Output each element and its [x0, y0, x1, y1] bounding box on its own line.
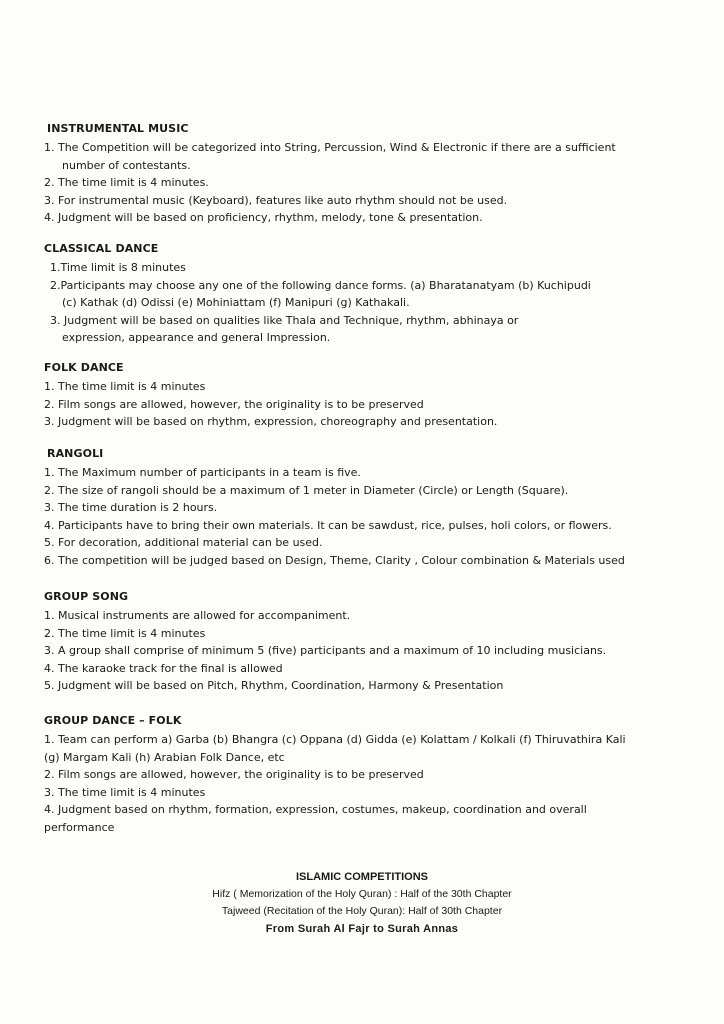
list-item: 5. For decoration, additional material can be used.	[44, 536, 323, 550]
list-item: 1.Time limit is 8 minutes	[50, 261, 186, 274]
section-heading: CLASSICAL DANCE	[44, 242, 159, 255]
list-item: 6. The competition will be judged based on Design, Theme, Clarity , Colour combination & Materials used	[44, 553, 625, 567]
list-item: 2. The time limit is 4 minutes	[44, 626, 206, 640]
list-item: 2.Participants may choose any one of the following dance forms. (a) Bharatanatyam (b) Kuchipudi (c) Kathak (d) Odissi (e) Mohiniattam (f) Manipuri (g) Kathakali.	[50, 278, 591, 310]
list-item: 3. A group shall comprise of minimum 5 (five) participants and a maximum of 10 including musicians.	[44, 644, 607, 658]
section-group-song	[44, 590, 664, 695]
section-classical-dance	[44, 242, 664, 347]
islamic-competitions-block	[0, 870, 724, 938]
list-item: 2. Film songs are allowed, however, the originality is to be preserved	[44, 397, 424, 411]
section-heading: FOLK DANCE	[44, 361, 124, 374]
list-item: 1. The time limit is 4 minutes	[44, 380, 206, 393]
section-heading: RANGOLI	[47, 447, 104, 460]
list-item: 1. Musical instruments are allowed for accompaniment.	[44, 609, 351, 622]
footer-line-hifz: Hifz ( Memorization of the Holy Quran) : Half of the 30th Chapter	[212, 888, 512, 900]
section-folk-dance	[44, 361, 664, 431]
section-group-dance-folk	[44, 714, 664, 837]
section-rangoli	[44, 447, 664, 570]
list-item: 2. Film songs are allowed, however, the originality is to be preserved	[44, 768, 424, 782]
list-item: 1. Team can perform a) Garba (b) Bhangra (c) Oppana (d) Gidda (e) Kolattam / Kolkali (f) Thiruvathira Kali (g) Margam Kali (h) Arabian Folk Dance, etc	[44, 733, 626, 764]
list-item: 5. Judgment will be based on Pitch, Rhythm, Coordination, Harmony & Presentation	[44, 679, 504, 693]
list-item: 3. The time limit is 4 minutes	[44, 785, 206, 799]
list-item: 3. For instrumental music (Keyboard), features like auto rhythm should not be used.	[44, 193, 508, 207]
footer-line-surah: From Surah Al Fajr to Surah Annas	[265, 923, 459, 935]
list-item: 1. The Maximum number of participants in a team is five.	[44, 466, 361, 479]
list-item: 3. The time duration is 2 hours.	[44, 501, 218, 515]
section-heading: GROUP SONG	[44, 590, 129, 603]
section-heading: GROUP DANCE – FOLK	[44, 714, 182, 727]
section-instrumental-music	[44, 122, 664, 227]
footer-line-tajweed: Tajweed (Recitation of the Holy Quran): Half of 30th Chapter	[221, 905, 503, 917]
section-heading: INSTRUMENTAL MUSIC	[47, 122, 189, 135]
list-item: 4. Participants have to bring their own materials. It can be sawdust, rice, pulses, holi colors, or flowers.	[44, 518, 612, 532]
list-item: 2. The time limit is 4 minutes.	[44, 176, 209, 190]
list-item: 4. The karaoke track for the final is allowed	[44, 661, 283, 675]
list-item: 3. Judgment will be based on qualities like Thala and Technique, rhythm, abhinaya or expression, appearance and general Impression.	[50, 313, 519, 345]
list-item: 2. The size of rangoli should be a maximum of 1 meter in Diameter (Circle) or Length (Square).	[44, 483, 569, 497]
list-item: 4. Judgment based on rhythm, formation, expression, costumes, makeup, coordination and overall performance	[44, 803, 587, 834]
list-item: 1. The Competition will be categorized into String, Percussion, Wind & Electronic if there are a sufficient number of contestants.	[44, 141, 616, 172]
list-item: 3. Judgment will be based on rhythm, expression, choreography and presentation.	[44, 415, 498, 429]
list-item: 4. Judgment will be based on proficiency, rhythm, melody, tone & presentation.	[44, 211, 483, 225]
footer-title: ISLAMIC COMPETITIONS	[296, 871, 428, 883]
